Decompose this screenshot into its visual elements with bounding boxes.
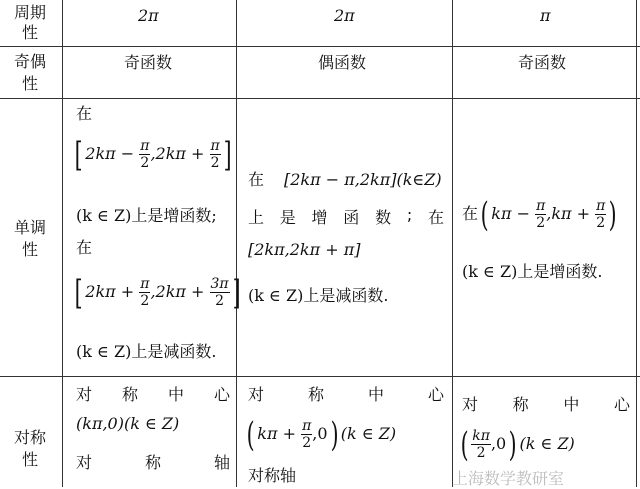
cos-sym-center: ( kπ + $\frac{\pi}{2}$ ,0) (k ∈ Z)	[246, 414, 397, 455]
sin-mono-zai2: 在	[76, 238, 93, 257]
sin-mono-zai1: 在	[76, 104, 93, 123]
parity-tan: 奇函数	[518, 53, 567, 72]
sin-sym-axis-label: 对 称 轴	[76, 453, 230, 472]
cos-sym-center-label: 对 称 中 心	[248, 385, 444, 404]
cos-sym-axis-label: 对称轴	[248, 466, 297, 485]
cos-mono-zai: 在	[248, 170, 265, 189]
watermark: 上海数学教研室	[452, 469, 565, 488]
sin-mono-interval2: [ 2kπ + $\frac{\pi}{2}$ ,2kπ + $\frac{3\pi}{2}$ ]	[74, 272, 241, 313]
period-sin: 2π	[138, 6, 159, 25]
cos-mono-interval2: [2kπ,2kπ + π]	[248, 240, 361, 259]
row-divider	[0, 98, 640, 99]
column-divider	[452, 0, 453, 487]
sin-mono-interval1: [ 2kπ − $\frac{\pi}{2}$ ,2kπ + $\frac{\pi}{2}$ ]	[74, 134, 232, 175]
row-header-monotonic-line1: 单调	[14, 218, 47, 237]
column-divider	[636, 0, 637, 487]
tan-sym-center-label: 对 称 中 心	[462, 395, 630, 414]
tan-sym-center: ( $\frac{k\pi}{2}$ ,0) (k ∈ Z)	[460, 424, 575, 465]
row-divider	[0, 46, 640, 47]
cos-mono-line2: 上 是 增 函 数 ; 在	[248, 205, 444, 227]
sin-mono-decreasing: (k ∈ Z)上是减函数.	[76, 342, 217, 361]
parity-sin: 奇函数	[124, 53, 173, 72]
column-divider	[236, 0, 237, 487]
row-header-period-line1: 周期	[14, 3, 47, 22]
row-divider	[0, 376, 640, 377]
tan-mono-zai: 在	[462, 204, 479, 223]
row-header-parity-line2: 性	[22, 74, 39, 93]
cos-mono-decreasing: (k ∈ Z)上是减函数.	[248, 286, 389, 305]
row-header-parity-line1: 奇偶	[14, 52, 47, 71]
column-divider	[62, 0, 63, 487]
row-header-symmetry-line2: 性	[22, 450, 39, 469]
cos-mono-interval1: [2kπ − π,2kπ](k∈Z)	[284, 170, 442, 189]
period-tan: π	[540, 6, 551, 25]
parity-cos: 偶函数	[318, 53, 367, 72]
sin-sym-center: (kπ,0)(k ∈ Z)	[76, 414, 180, 433]
row-header-symmetry-line1: 对称	[14, 428, 47, 447]
sin-sym-center-label: 对 称 中 心	[76, 385, 230, 404]
row-header-monotonic-line2: 性	[22, 240, 39, 259]
tan-mono-increasing: (k ∈ Z)上是增函数.	[462, 262, 603, 281]
tan-mono-interval: ( kπ − $\frac{\pi}{2}$ ,kπ + $\frac{\pi}{2}$ )	[480, 194, 617, 235]
row-header-period-line2: 性	[22, 23, 39, 42]
sin-mono-increasing: (k ∈ Z)上是增函数;	[76, 206, 217, 225]
period-cos: 2π	[334, 6, 355, 25]
